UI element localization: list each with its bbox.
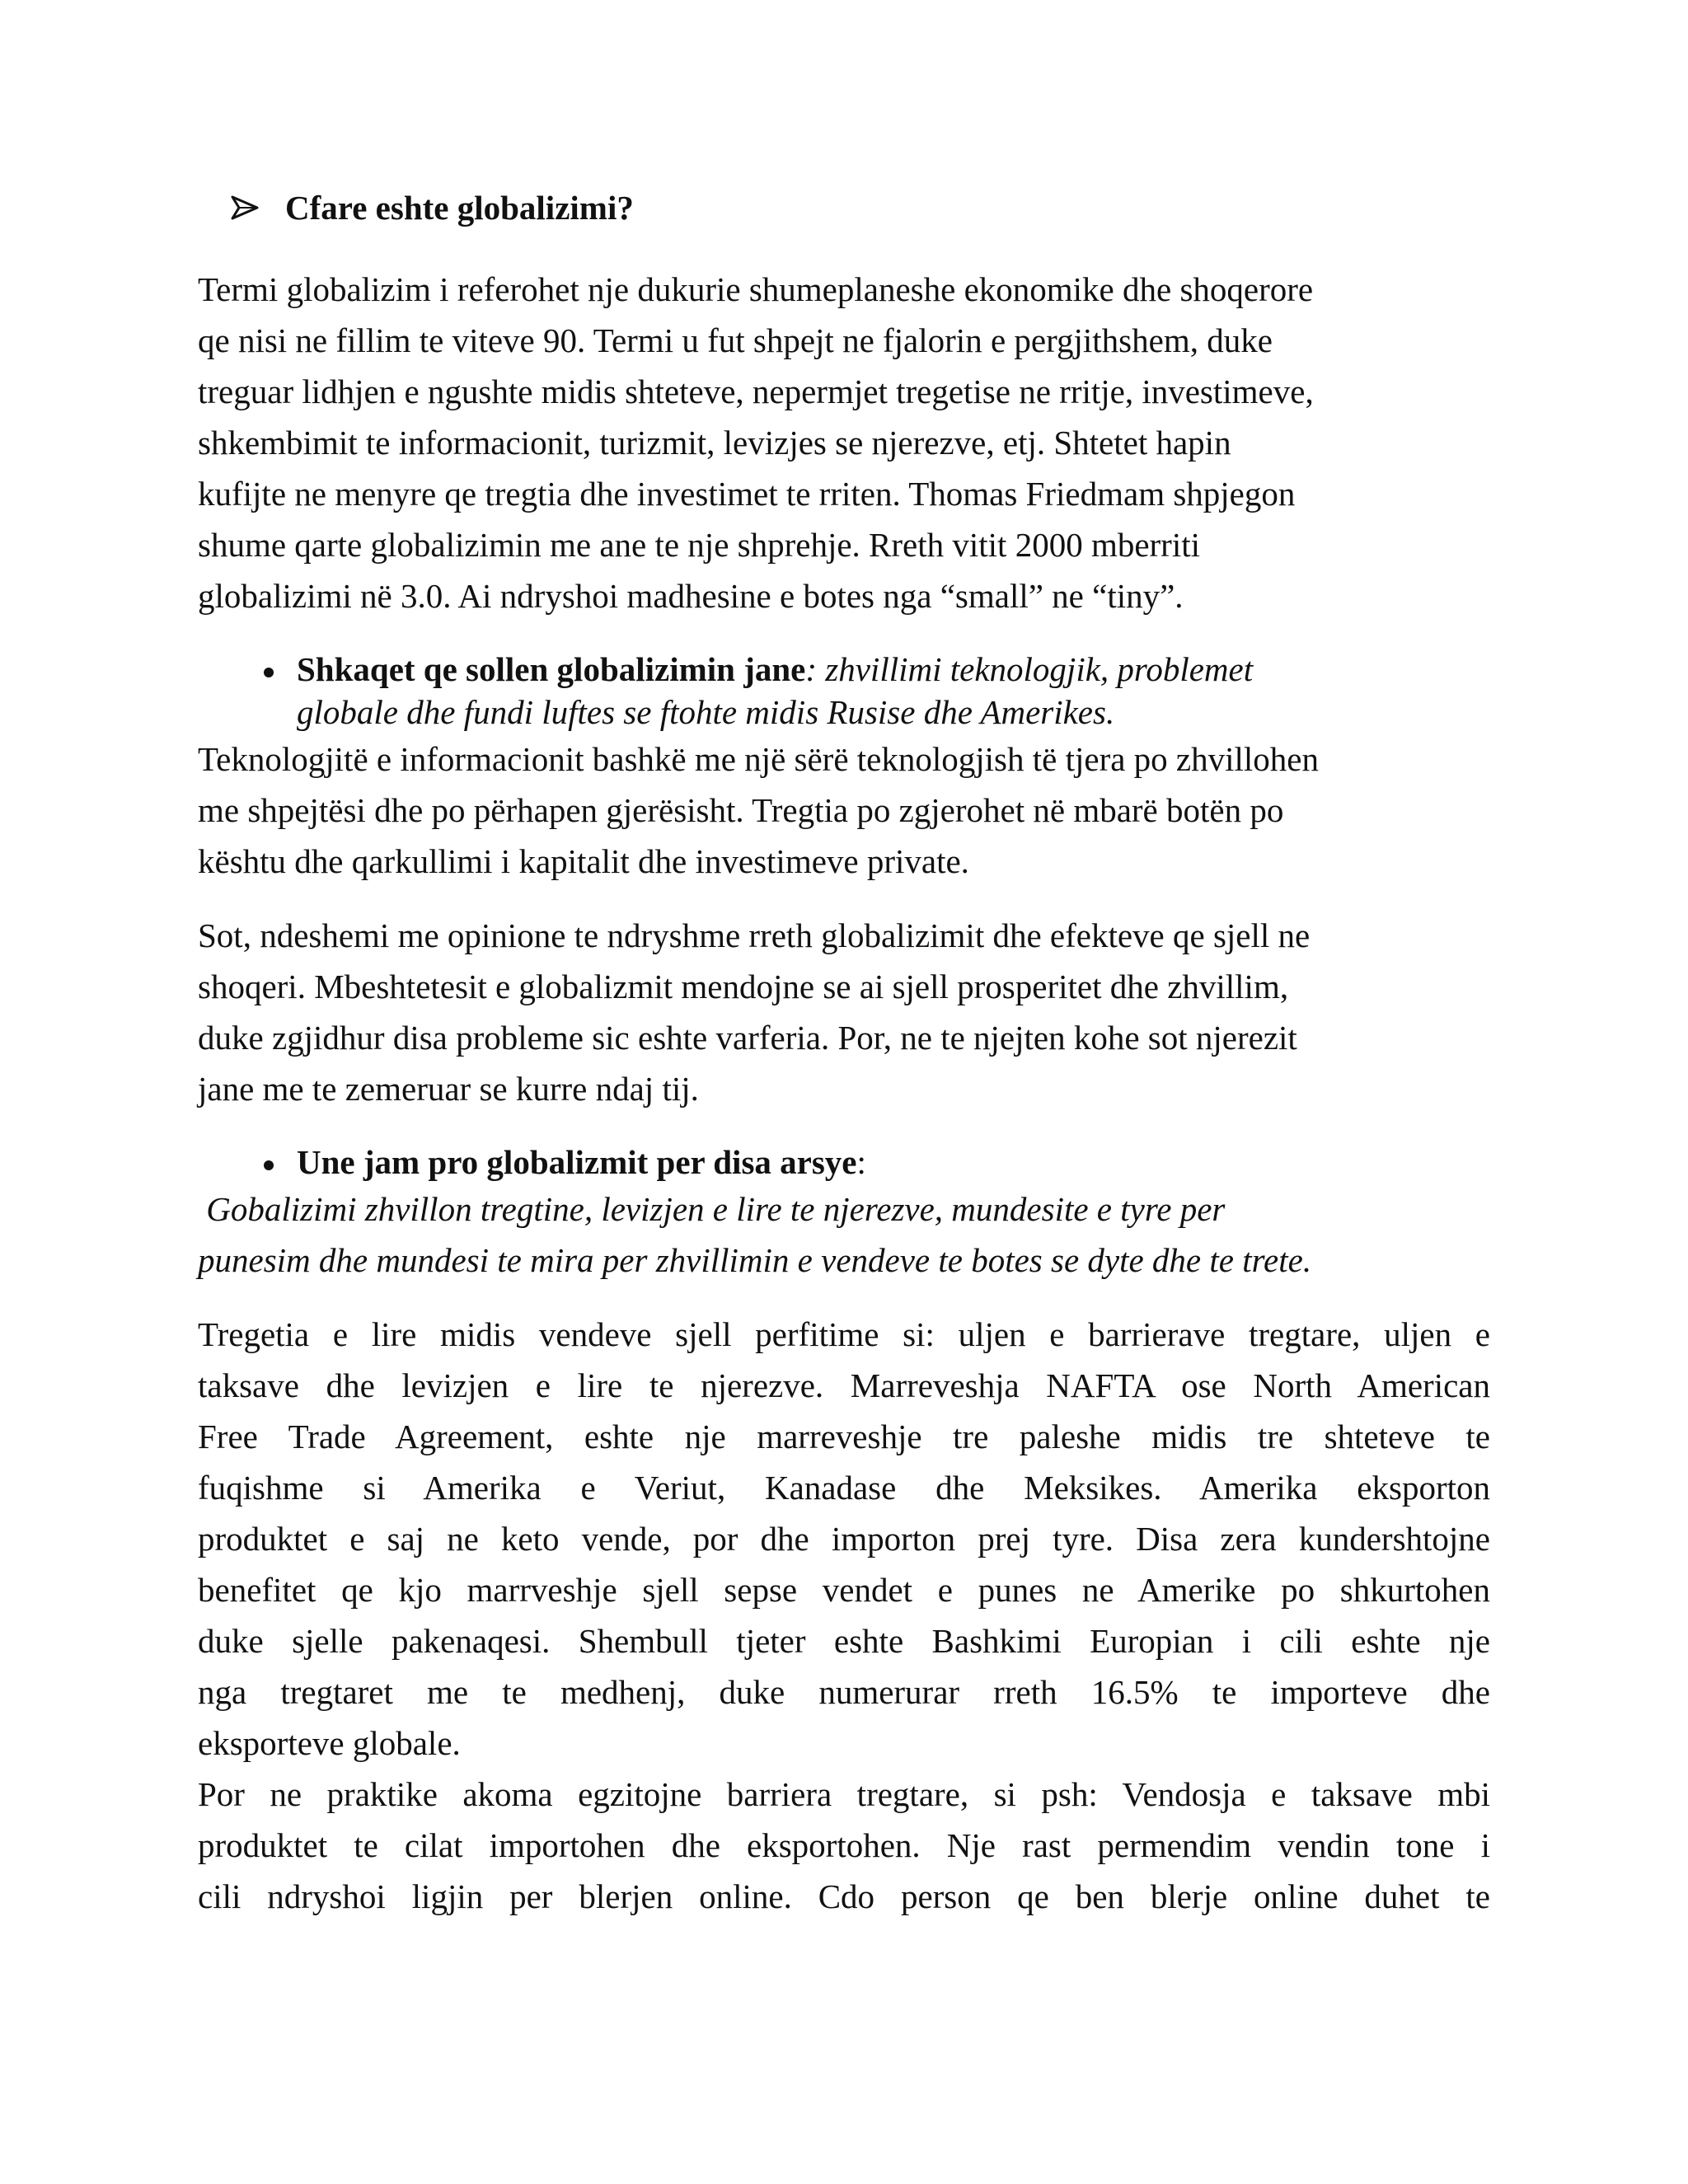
text-line: punesim dhe mundesi te mira per zhvillimin e vendeve te botes se dyte dhe te trete. [198,1241,1312,1279]
text-line: benefitet qe kjo marrveshje sjell sepse vendet e punes ne Amerike po shkurtohen [198,1571,1490,1609]
bullet-causes [198,648,1490,733]
bullet-pro-title: Une jam pro globalizmit per disa arsye [297,1143,857,1181]
paragraph-definition [198,264,1490,621]
text-line: Gobalizimi zhvillon tregtine, levizjen e lire te njerezve, mundesite e tyre per [198,1190,1226,1228]
text-line: fuqishme si Amerika e Veriut, Kanadase dhe Meksikes. Amerika eksporton [198,1469,1490,1507]
text-line: eksporteve globale. [198,1724,461,1762]
text-line: shoqeri. Mbeshtetesit e globalizmit mendojne se ai sjell prosperitet dhe zhvillim, [198,968,1289,1005]
paragraph-technology [198,733,1490,887]
text-line: Sot, ndeshemi me opinione te ndryshme rreth globalizimit dhe efekteve qe sjell ne [198,916,1311,954]
text-line: shkembimit te informacionit, turizmit, levizjes se njerezve, etj. Shtetet hapin [198,424,1231,462]
text-line: duke zgjidhur disa probleme sic eshte varferia. Por, ne te njejten kohe sot njerezit [198,1019,1297,1057]
bullet-pro-colon: : [856,1143,866,1181]
bullet-pro [198,1141,1490,1183]
text-line: Tregetia e lire midis vendeve sjell perfitime si: uljen e barrierave tregtare, uljen e [198,1315,1490,1353]
bullet-dot-icon [264,1160,274,1170]
paragraph-free-trade [198,1309,1490,1769]
bullet-causes-text-cont: globale dhe fundi luftes se ftohte midis Rusise dhe Amerikes. [297,693,1115,731]
text-line: treguar lidhjen e ngushte midis shteteve, nepermjet tregetise ne rritje, investimeve, [198,373,1314,410]
text-line: produktet te cilat importohen dhe eksportohen. Nje rast permendim vendin tone i [198,1826,1490,1864]
paragraph-italic-reasons [198,1183,1490,1286]
paragraph-barriers [198,1769,1490,1922]
arrow-bullet-icon [231,194,259,222]
text-line: Free Trade Agreement, eshte nje marreveshje tre paleshe midis tre shteteve te [198,1418,1490,1455]
text-line: produktet e saj ne keto vende, por dhe importon prej tyre. Disa zera kundershtojne [198,1520,1490,1558]
text-line: Termi globalizim i referohet nje dukurie shumeplaneshe ekonomike dhe shoqerore [198,270,1314,308]
text-line: jane me te zemeruar se kurre ndaj tij. [198,1070,699,1108]
text-line: kufijte ne menyre qe tregtia dhe investimet te rriten. Thomas Friedmam shpjegon [198,475,1296,513]
heading-text: Cfare eshte globalizimi? [285,189,634,227]
text-line: taksave dhe levizjen e lire te njerezve. Marreveshja NAFTA ose North American [198,1366,1490,1404]
document-page [198,183,1490,1922]
text-line: Teknologjitë e informacionit bashkë me një sërë teknologjish të tjera po zhvillohen [198,740,1319,778]
bullet-causes-title: Shkaqet qe sollen globalizimin jane [297,650,806,688]
text-line: shume qarte globalizimin me ane te nje shprehje. Rreth vitit 2000 mberriti [198,526,1201,564]
text-line: Por ne praktike akoma egzitojne barriera tregtare, si psh: Vendosja e taksave mbi [198,1775,1490,1813]
text-line: me shpejtësi dhe po përhapen gjerësisht. Tregtia po zgjerohet në mbarë botën po [198,791,1284,829]
text-line: nga tregtaret me te medhenj, duke numerurar rreth 16.5% te importeve dhe [198,1673,1490,1711]
text-line: kështu dhe qarkullimi i kapitalit dhe investimeve private. [198,842,969,880]
bullet-causes-text: : zhvillimi teknologjik, problemet [805,650,1254,688]
text-line: duke sjelle pakenaqesi. Shembull tjeter eshte Bashkimi Europian i cili eshte nje [198,1622,1490,1660]
text-line: cili ndryshoi ligjin per blerjen online. Cdo person qe ben blerje online duhet te [198,1877,1490,1915]
bullet-dot-icon [264,668,274,677]
text-line: qe nisi ne fillim te viteve 90. Termi u fut shpejt ne fjalorin e pergjithshem, duke [198,321,1273,359]
text-line: globalizimi në 3.0. Ai ndryshoi madhesine e botes nga “small” ne “tiny”. [198,577,1184,615]
section-heading [231,183,1490,232]
paragraph-opinions [198,910,1490,1114]
